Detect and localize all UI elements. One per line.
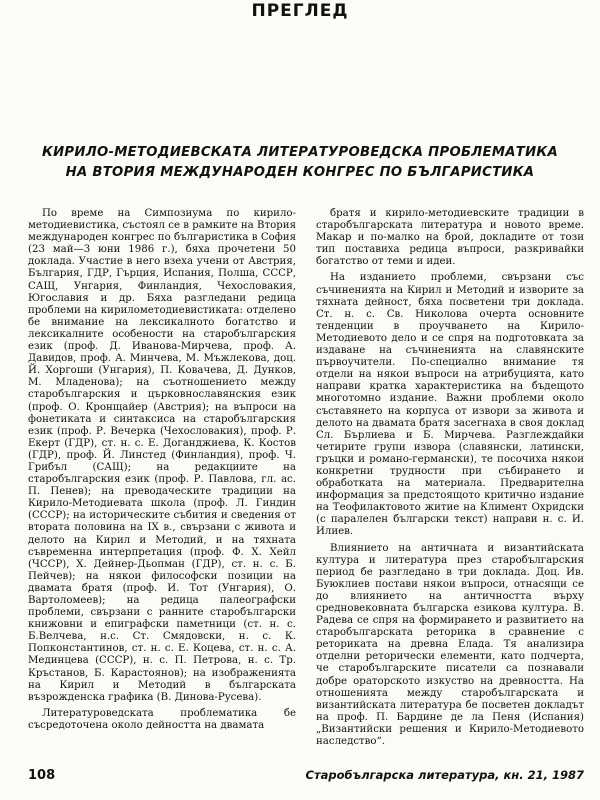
paragraph: На изданието проблеми, свързани със съчиненията на Кирил и Методий и изворите за тяхната дейност, бяха посветени три доклада. Ст. н. с. Св. Николова очерта основните тенденции в проучването на Кирило-Методиевото дело и се спря на подготовката за издаване на съчиненията на славянските първоучители. По-специално внимание тя отдели на някои въпроси на атрибуцията, като направи кратка характеристика на бъдещото многотомно издание. Важни проблеми около съставянето на корпуса от извори за живота и делото на двамата братя засегнаха в своя доклад Сл. Бърлиева и Б. Мирчева. Разглеждайки четирите групи извора (славянски, латински, гръцки и романо-германски), те посочиха някои конкретни трудности при събирането и обработката на материала. Предварителна информация за предстоящото критично издание на Теофилактовото житие на Климент Охридски (с паралелен български текст) направи н. с. И. Илиев. [316, 272, 584, 538]
journal-reference: Старобългарска литература, кн. 21, 1987 [305, 768, 584, 782]
page-number: 108 [28, 768, 56, 783]
right-column [316, 208, 584, 756]
page-footer [28, 768, 584, 788]
paragraph: братя и кирило-методиевските традиции в старобългарската литература и новото време. Макар и по-малко на брой, докладите от този тип поставиха редица въпроси, разкривайки богатство от теми и идеи. [316, 208, 584, 268]
section-heading: ПРЕГЛЕД [251, 1, 349, 21]
body-columns [28, 208, 584, 756]
paragraph: Литературоведската проблематика бе съсредоточена около дейността на двамата [28, 707, 296, 731]
article-title [20, 143, 580, 183]
paragraph: Влиянието на античната и византийската култура и литература през старобългарския период бе разгледано в три доклада. Доц. Ив. Буюклиев постави някои въпроси, отнасящи се до влиянието на античността върху средновековната българска езикова култура. В. Радева се спря на формирането и развитието на старобългарската реторика в сравнение с реториката на древна Елада. Тя анализира отделни реторически елементи, като подчерта, че старобългарските писатели са познавали добре ораторското изкуство на древността. На отношенията между старобългарската и византийската литература бе посветен докладът на проф. П. Бардине де ла Пеня (Испания) „Византийски решения и Кирило-Методиевото наследство“. [316, 542, 584, 748]
article-title-line-2: НА ВТОРИЯ МЕЖДУНАРОДЕН КОНГРЕС ПО БЪЛГАРИСТИКА [65, 165, 535, 180]
article-title-line-1: КИРИЛО-МЕТОДИЕВСКАТА ЛИТЕРАТУРОВЕДСКА ПРОБЛЕМАТИКА [41, 145, 559, 160]
paragraph: По време на Симпозиума по кирило-методиевистика, състоял се в рамките на Втория международен конгрес по българистика в София (23 май—3 юни 1986 г.), бяха прочетени 50 доклада. Участие в него взеха учени от Австрия, България, ГДР, Гърция, Испания, Полша, СССР, САЩ, Унгария, Финландия, Чехословакия, Югославия и др. Бяха разгледани редица проблеми на кирилометодиевистиката: отделено бе внимание на лексикалното богатство и лексикалните особености на старобългарския език (проф. Д. Иванова-Мирчева, проф. А. Давидов, проф. А. Минчева, М. Мъжлекова, доц. Й. Хоргоши (Унгария), П. Ковачева, Д. Дунков, М. Младенова); на съотношението между старобългарския и църковнославянския език (проф. О. Кронщайер (Австрия); на въпроси на фонетиката и синтаксиса на старобългарския език (проф. Р. Вечерка (Чехословакия), проф. Р. Екерт (ГДР), ст. н. с. Е. Доганджиева, К. Костов (ГДР), проф. Й. Линстед (Финландия), проф. Ч. Грибъл (САЩ); на редакциите на старобългарския език (проф. Р. Павлова, гл. ас. П. Пенев); на преводаческите традиции на Кирило-Методиевата школа (проф. Л. Гиндин (СССР); на историческите събития и сведения от втората половина на IX в., свързани с живота и делото на Кирил и Методий, и на тяхната съвременна интерпретация (проф. Ф. Х. Хейл (ЧССР), Х. Дейнер-Дьопман (ГДР), ст. н. с. Б. Пейчев); на някои философски позиции на двамата братя (проф. И. Тот (Унгария), О. Вартоломеев); на редица палеографски проблеми, свързани с ранните старобългарски книжовни и епиграфски паметници (ст. н. с. Б.Велчева, н.с. Ст. Смядовски, н. с. К. Попконстантинов, ст. н. с. Е. Коцева, ст. н. с. А. Мединцева (СССР), н. с. П. Петрова, н. с. Тр. Кръстанов, Б. Карастоянов); на изображенията на Кирил и Методий в българската възрожденска графика (В. Динова-Русева). [28, 208, 296, 703]
left-column [28, 208, 296, 756]
